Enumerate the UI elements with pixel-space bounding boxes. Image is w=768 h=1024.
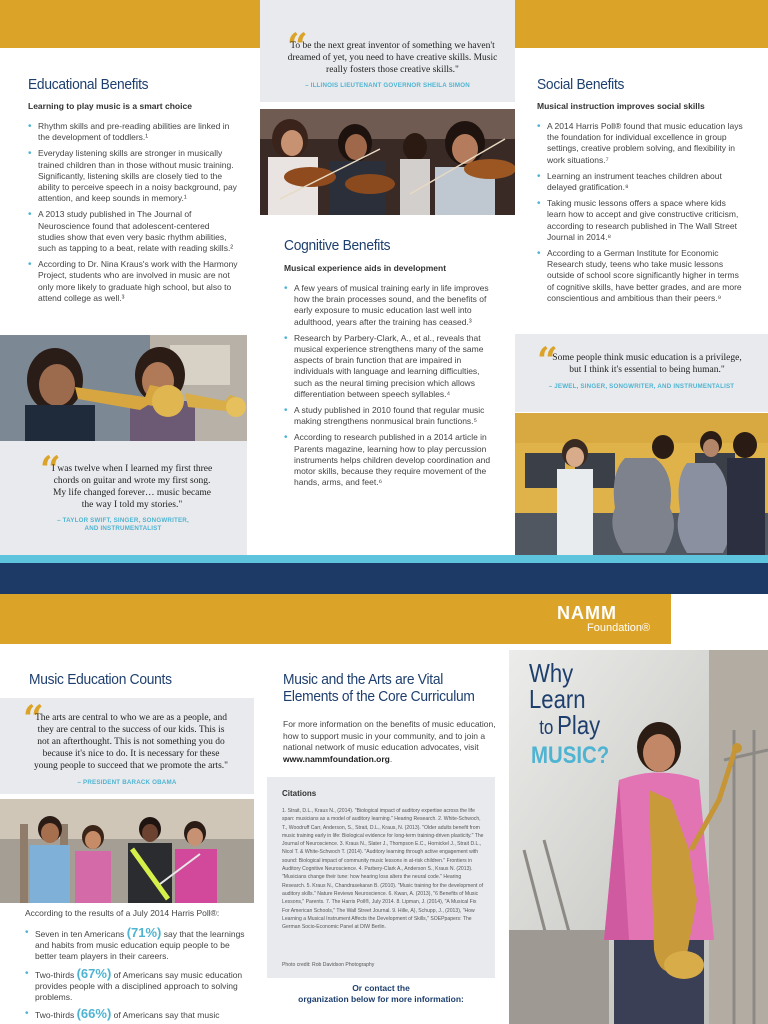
violin-students-photo bbox=[260, 109, 515, 215]
swift-quote-box bbox=[0, 441, 247, 555]
quote-mark-icon: “ bbox=[23, 698, 44, 740]
jewel-quote-box bbox=[515, 334, 768, 412]
stat-rest: of Americans say music education provides people with a disciplined approach to solving problems. bbox=[35, 969, 243, 1003]
namm-logo-subtext: Foundation® bbox=[587, 622, 651, 634]
counts-title: Music Education Counts bbox=[29, 671, 172, 688]
social-benefits-section bbox=[537, 76, 743, 309]
core-body: For more information on the benefits of music education, how to support music in your community, and to join a national network of music education advocates, visit www.nammfoundation.org. bbox=[283, 719, 496, 764]
trumpet-students-photo bbox=[0, 335, 247, 441]
top-quote-box bbox=[260, 0, 515, 102]
list-item: • A 2014 Harris Poll® found that music education lays the foundation for individual excellence in group settings, creative problem solving, and flexibility in work situations.⁷ bbox=[537, 121, 743, 166]
quote-mark-icon: “ bbox=[287, 26, 308, 68]
jewel-quote-attribution: – JEWEL, SINGER, SONGWRITER, AND INSTRUMENTALIST bbox=[548, 383, 735, 390]
cognitive-benefits-section bbox=[284, 237, 496, 493]
core-body-text: For more information on the benefits of music education, how to support music in your community, and to join a national network of music education advocates, visit bbox=[283, 719, 496, 752]
cover-line-music: MUSIC? bbox=[531, 742, 610, 769]
list-item: • According to research published in a 2014 article in Parents magazine, learning how to play percussion instruments helps children develop coordination and motor skills, because they require movement of the hands, arms, and feet.⁶ bbox=[284, 432, 496, 488]
contact-line-2: organization below for more information: bbox=[298, 994, 464, 1004]
citations-text: 1. Strait, D.L., Kraus N., (2014). "Biological impact of auditory expertise across the life span: musicians as a model of auditory learning." Hearing Research. 2. White-Schwoch, T., Woodruff Carr, Anderson, S., Strait, D.L., Kraus, N. (2013). "Older adults benefit from music training early in life: Biological evidence for long-term training-driven plasticity." The Journal of Neuroscience. 3. Kraus N., Slater J., Thompson E.C., Hornickel J., Strait D.L., Nicol T. & White-Schwoch T. (2014). "Auditory learning through active engagement with sound: Biological impact of community music lessons in at-risk children." Frontiers in Auditory Cognitive Neuroscience. 4. Parbery-Clark A., Anderson S., Kraus N. (2013). "Musicians change their tune: how hearing loss alters the neural code." Hearing Research. 5. Kraus N., Chandrasekaran B. (2010). "Music training for the development of auditory skills." Nature Reviews Neuroscience. 6. Kwan, A. (2013), "6 Benefits of Music Lessons," Parents. 7. The Harris Poll®, July 2014. 8. Lipman, J. (2014), "A Musical Fix For American Schools," The Wall Street Journal. 9. Hille, A), Schupp, J., (2013), "How Learning a Musical Instrument Affects the Development of Skills," SOEPpapers: The German Socio-Economic Panel at DIW Berlin. bbox=[282, 808, 484, 931]
cover-word-to: to bbox=[539, 717, 554, 739]
swift-quote-text: I was twelve when I learned my first three chords on guitar and wrote my first song. My life changed forever… music became the way I told my stories." bbox=[51, 464, 213, 510]
cover-word-play: Play bbox=[557, 710, 601, 740]
list-item: • According to Dr. Nina Kraus's work with the Harmony Project, students who are involved in music are not only more likely to graduate high school, but also to attend college as well.³ bbox=[28, 259, 238, 304]
social-subtitle: Musical instruction improves social skills bbox=[537, 101, 705, 111]
core-website-link[interactable]: www.nammfoundation.org bbox=[283, 753, 390, 764]
social-title: Social Benefits bbox=[537, 76, 625, 93]
students-group-photo bbox=[0, 799, 254, 903]
cover-line-to-play bbox=[529, 712, 665, 743]
poll-intro: According to the results of a July 2014 Harris Poll®: bbox=[25, 908, 220, 918]
educational-list bbox=[28, 121, 238, 304]
obama-quote-attribution: – PRESIDENT BARACK OBAMA bbox=[77, 779, 177, 786]
educational-subtitle: Learning to play music is a smart choice bbox=[28, 101, 192, 111]
stat-percent: (66%) bbox=[76, 1006, 112, 1022]
list-item: • A 2013 study published in The Journal of Neuroscience found that adolescent-centered studies show that even very basic rhythm abilities, such as tapping to a beat, relate with reading skills.² bbox=[28, 209, 238, 254]
list-item: • Research by Parbery-Clark, A., et al., reveals that musical experience strengthens many of the same aspects of brain function that are impaired in individuals with language and learning difficulties, such as the neural timing precision which allows differentiation between speech syllables.⁴ bbox=[284, 333, 496, 400]
contact-section bbox=[267, 983, 495, 1005]
list-item bbox=[25, 927, 251, 963]
top-quote-attribution: – ILLINOIS LIEUTENANT GOVERNOR SHEILA SIMON bbox=[305, 82, 470, 89]
educational-title: Educational Benefits bbox=[28, 76, 149, 93]
top-quote-text: To be the next great inventor of something we haven't dreamed of yet, you need to have creative skills. Music really fosters those creative skills." bbox=[287, 41, 498, 75]
stat-lead: Two-thirds bbox=[35, 1010, 75, 1021]
stat-percent: (67%) bbox=[76, 965, 112, 981]
poll-stats-list bbox=[25, 927, 251, 1021]
list-item: • Everyday listening skills are stronger in musically trained children than in those without music training. Significantly, listening skills are closely tied to the ability to perceive speech in a noisy background, pay attention, and keep sounds in memory.¹ bbox=[28, 148, 238, 204]
quote-mark-icon: “ bbox=[537, 340, 558, 382]
cognitive-list bbox=[284, 283, 496, 488]
stat-lead: Seven in ten Americans bbox=[35, 929, 125, 939]
cover-line-why: Why bbox=[529, 658, 574, 688]
swift-quote-attribution-2: AND INSTRUMENTALIST bbox=[84, 525, 162, 532]
namm-logo-text: NAMM bbox=[557, 603, 617, 623]
list-item bbox=[25, 965, 251, 1004]
contact-line-1: Or contact the bbox=[352, 983, 410, 993]
cognitive-title: Cognitive Benefits bbox=[284, 237, 391, 254]
citations-box bbox=[267, 777, 495, 978]
obama-quote-text: The arts are central to who we are as a people, and they are central to the success of our kids. This is not an afterthought. This is not something you do because it's nice to do. It is necessary for these young people to succeed that we promote the arts." bbox=[33, 713, 229, 771]
stat-rest: of Americans say that music bbox=[113, 1010, 220, 1021]
obama-quote-box bbox=[0, 698, 254, 794]
top-left-gold-band bbox=[0, 0, 260, 48]
core-title-line-2: Elements of the Core Curriculum bbox=[283, 688, 475, 705]
photo-credit: Photo credit: Rob Davidson Photography bbox=[282, 962, 375, 968]
list-item: • A few years of musical training early in life improves how the brain processes sound, and the benefits of early exposure to music education last well into adulthood, years after the training has ceased.³ bbox=[284, 283, 496, 328]
core-curriculum-section bbox=[283, 671, 498, 765]
namm-foundation-logo bbox=[557, 604, 667, 640]
list-item: • A study published in 2010 found that regular music making strengthens nonmusical brain functions.⁵ bbox=[284, 405, 496, 427]
stat-rest: say that the learnings and habits from music education equip people to be better team players in their careers. bbox=[35, 929, 245, 962]
list-item: • Learning an instrument teaches children about delayed gratification.⁸ bbox=[537, 171, 743, 193]
list-item: • According to a German Institute for Economic Research study, teens who take music lessons outside of school score significantly higher in terms of cognitive skills, have better grades, and are more conscientious and ambitious than their peers.⁹ bbox=[537, 248, 743, 304]
music-education-counts-section bbox=[29, 671, 249, 688]
teal-divider bbox=[0, 555, 768, 563]
cognitive-subtitle: Musical experience aids in development bbox=[284, 263, 447, 273]
stat-percent: (71%) bbox=[126, 925, 162, 940]
cover-line-learn: Learn bbox=[529, 684, 586, 714]
citations-title: Citations bbox=[282, 789, 317, 798]
poll-section bbox=[25, 908, 251, 1024]
jewel-quote-text: Some people think music education is a privilege, but I think it's essential to being human." bbox=[552, 353, 742, 375]
cover-headline bbox=[529, 660, 689, 769]
top-right-gold-band bbox=[515, 0, 768, 48]
students-cello-cases-photo bbox=[515, 413, 768, 555]
list-item: • Rhythm skills and pre-reading abilities are linked in the development of toddlers.¹ bbox=[28, 121, 238, 143]
list-item: • Taking music lessons offers a space where kids learn how to accept and give constructive criticism, according to research published in The Wall Street Journal in 2014.⁸ bbox=[537, 198, 743, 243]
navy-divider bbox=[0, 563, 768, 594]
list-item bbox=[25, 1008, 251, 1021]
educational-benefits-section bbox=[28, 76, 238, 309]
core-title-line-1: Music and the Arts are Vital bbox=[283, 671, 444, 688]
swift-quote-attribution-1: – TAYLOR SWIFT, SINGER, SONGWRITER, bbox=[57, 517, 189, 524]
social-list bbox=[537, 121, 743, 304]
quote-mark-icon: “ bbox=[40, 449, 61, 491]
stat-lead: Two-thirds bbox=[35, 969, 75, 980]
